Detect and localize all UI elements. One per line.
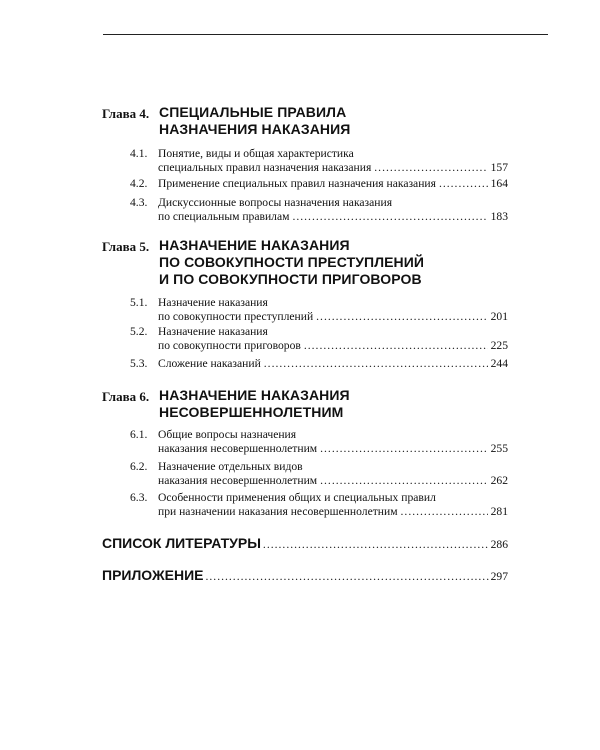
page-number: 262: [490, 474, 508, 487]
toc-entry-4-1[interactable]: [130, 147, 508, 175]
dot-leader: [304, 339, 488, 353]
toc-entry-6-1[interactable]: [130, 428, 508, 456]
page-number: 255: [490, 442, 508, 455]
section-number: 5.3.: [130, 357, 148, 370]
toc-entry-6-3[interactable]: [130, 491, 508, 519]
section-title-line: наказания несовершеннолетним: [158, 474, 318, 487]
section-title-line: наказания несовершеннолетним: [158, 442, 318, 455]
bibliography-label: СПИСОК ЛИТЕРАТУРЫ: [102, 535, 261, 551]
top-rule: [103, 34, 548, 35]
toc-entry-6-2[interactable]: [130, 460, 508, 488]
page-number: 183: [490, 210, 508, 223]
section-title-line: Назначение наказания: [158, 296, 268, 309]
toc-entry-5-3[interactable]: [130, 357, 508, 371]
chapter-number: Глава 4.: [102, 106, 150, 121]
dot-leader: [374, 161, 487, 175]
section-title-line: по совокупности приговоров: [158, 339, 301, 352]
section-number: 6.2.: [130, 460, 148, 473]
chapter-number: Глава 5.: [102, 239, 150, 254]
section-title-line: Применение специальных правил назначения наказания: [158, 177, 436, 190]
section-title-line: специальных правил назначения наказания: [158, 161, 372, 174]
page-number: 281: [490, 505, 508, 518]
dot-leader: [263, 538, 489, 551]
section-title-line: Назначение наказания: [158, 325, 268, 338]
chapter-title: НАЗНАЧЕНИЕ НАКАЗАНИЯ НЕСОВЕРШЕННОЛЕТНИМ: [159, 387, 350, 420]
dot-leader: [206, 570, 489, 583]
toc-entry-4-2[interactable]: [130, 177, 508, 191]
section-number: 6.3.: [130, 491, 148, 504]
dot-leader: [320, 474, 487, 488]
dot-leader: [292, 210, 487, 224]
page-number: 201: [490, 310, 508, 323]
chapter-5-heading: [102, 237, 522, 288]
chapter-6-heading: [102, 387, 522, 421]
chapter-title: СПЕЦИАЛЬНЫЕ ПРАВИЛА НАЗНАЧЕНИЯ НАКАЗАНИЯ: [159, 104, 351, 137]
section-title-line: Особенности применения общих и специальных правил: [158, 491, 436, 504]
toc-entry-5-1[interactable]: [130, 296, 508, 324]
dot-leader: [401, 505, 488, 519]
section-number: 4.1.: [130, 147, 148, 160]
section-title-line: Дискуссионные вопросы назначения наказания: [158, 196, 393, 209]
toc-entry-4-3[interactable]: [130, 196, 508, 224]
dot-leader: [320, 442, 487, 456]
section-title-line: Понятие, виды и общая характеристика: [158, 147, 354, 160]
page-number: 286: [490, 538, 508, 551]
toc-entry-5-2[interactable]: [130, 325, 508, 353]
section-number: 6.1.: [130, 428, 148, 441]
section-number: 5.1.: [130, 296, 148, 309]
section-title-line: по специальным правилам: [158, 210, 290, 223]
page-number: 157: [490, 161, 508, 174]
section-number: 5.2.: [130, 325, 148, 338]
section-title-line: Назначение отдельных видов: [158, 460, 303, 473]
chapter-title: НАЗНАЧЕНИЕ НАКАЗАНИЯ ПО СОВОКУПНОСТИ ПРЕСТУПЛЕНИЙ И ПО СОВОКУПНОСТИ ПРИГОВОРОВ: [159, 237, 425, 287]
page-number: 244: [490, 357, 508, 370]
section-title-line: по совокупности преступлений: [158, 310, 314, 323]
section-number: 4.3.: [130, 196, 148, 209]
dot-leader: [439, 177, 488, 191]
page-number: 164: [490, 177, 508, 190]
page-number: 297: [490, 570, 508, 583]
toc-entry-appendix[interactable]: [102, 567, 508, 583]
chapter-4-heading: [102, 104, 522, 138]
dot-leader: [264, 357, 488, 371]
chapter-number: Глава 6.: [102, 389, 150, 404]
section-number: 4.2.: [130, 177, 148, 190]
appendix-label: ПРИЛОЖЕНИЕ: [102, 567, 204, 583]
section-title-line: Общие вопросы назначения: [158, 428, 297, 441]
dot-leader: [316, 310, 487, 324]
toc-entry-bibliography[interactable]: [102, 535, 508, 551]
page-number: 225: [490, 339, 508, 352]
section-title-line: при назначении наказания несовершеннолетним: [158, 505, 398, 518]
section-title-line: Сложение наказаний: [158, 357, 261, 370]
